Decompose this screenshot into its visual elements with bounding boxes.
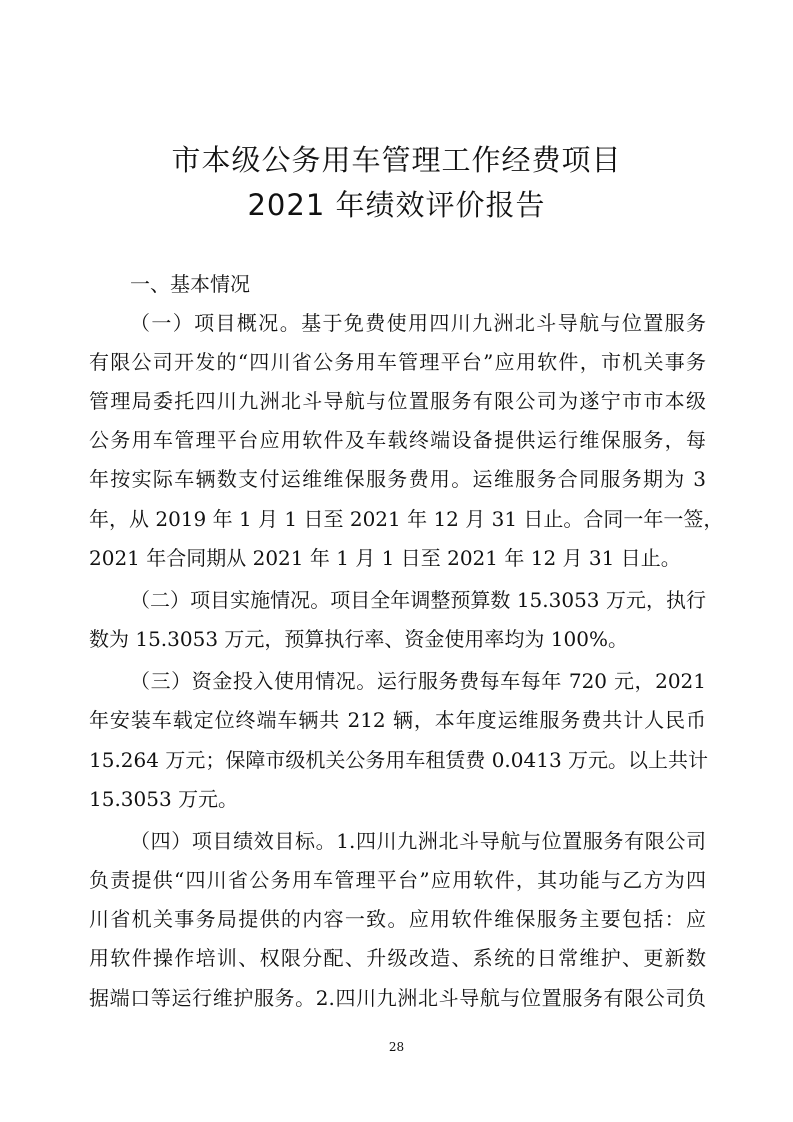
paragraph-3-line-3: 15.264 万元；保障市级机关公务用车租赁费 0.0413 万元。以上共计: [89, 748, 709, 772]
paragraph-1-line-1: （一）项目概况。基于免费使用四川九洲北斗导航与位置服务: [130, 311, 706, 335]
page-number: 28: [388, 1040, 405, 1054]
paragraph-1-line-6: 年，从 2019 年 1 月 1 日至 2021 年 12 月 31 日止。合同一年一签，: [89, 507, 724, 531]
paragraph-1-line-3: 管理局委托四川九洲北斗导航与位置服务有限公司为遂宁市市本级: [89, 389, 706, 413]
paragraph-1-line-7: 2021 年合同期从 2021 年 1 月 1 日至 2021 年 12 月 31 日止。: [89, 546, 681, 570]
section-heading-basic-info: 一、基本情况: [130, 272, 250, 296]
report-title-line-1: 市本级公务用车管理工作经费项目: [171, 143, 622, 177]
paragraph-3-line-4: 15.3053 万元。: [89, 787, 239, 811]
paragraph-4-line-3: 川省机关事务局提供的内容一致。应用软件维保服务主要包括：应: [89, 907, 706, 931]
paragraph-4-line-1: （四）项目绩效目标。1.四川九洲北斗导航与位置服务有限公司: [130, 829, 706, 853]
report-title-line-2: 2021 年绩效评价报告: [247, 188, 546, 222]
paragraph-4-line-5: 据端口等运行维护服务。2.四川九洲北斗导航与位置服务有限公司负: [89, 986, 706, 1010]
paragraph-1-line-4: 公务用车管理平台应用软件及车载终端设备提供运行维保服务，每: [89, 428, 706, 452]
paragraph-4-line-4: 用软件操作培训、权限分配、升级改造、系统的日常维护、更新数: [89, 946, 706, 970]
paragraph-3-line-2: 年安装车载定位终端车辆共 212 辆，本年度运维服务费共计人民币: [89, 708, 706, 732]
paragraph-1-line-2: 有限公司开发的“四川省公务用车管理平台”应用软件，市机关事务: [89, 350, 706, 374]
paragraph-3-line-1: （三）资金投入使用情况。运行服务费每车每年 720 元，2021: [130, 669, 706, 693]
paragraph-1-line-5: 年按实际车辆数支付运维维保服务费用。运维服务合同服务期为 3: [89, 467, 706, 491]
paragraph-4-line-2: 负责提供“四川省公务用车管理平台”应用软件，其功能与乙方为四: [89, 868, 706, 892]
paragraph-2-line-1: （二）项目实施情况。项目全年调整预算数 15.3053 万元，执行: [130, 588, 706, 612]
paragraph-2-line-2: 数为 15.3053 万元，预算执行率、资金使用率均为 100%。: [89, 627, 628, 651]
